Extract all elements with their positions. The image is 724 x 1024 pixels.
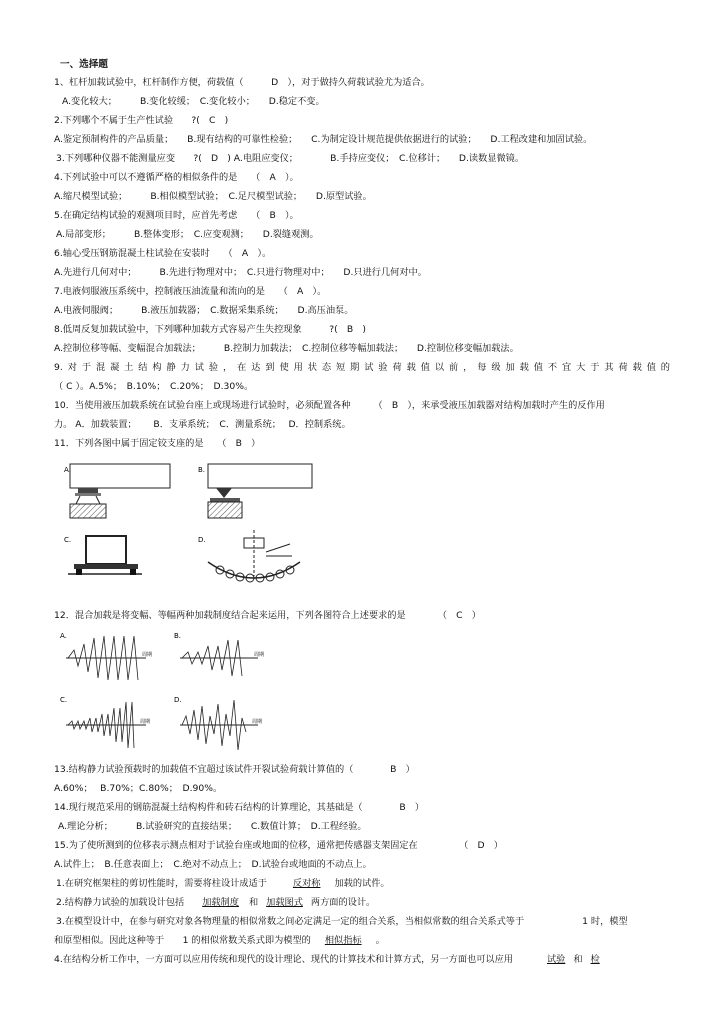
fig12-axis-b: 周期 xyxy=(254,652,265,658)
fill-1 xyxy=(56,878,390,890)
fill-3b-text: 和原型相似。因此这种等于 1 的相似常数关系式即为模型的 xyxy=(54,935,311,946)
fill-3b-end: 。 xyxy=(375,935,385,946)
question-4: 4.下列试验中可以不遵循严格的相似条件的是 （ A ）。 xyxy=(54,172,299,183)
question-6: 6.轴心受压钢筋混凝土柱试验在安装时 （ A ）。 xyxy=(54,248,272,259)
question-10: 10．当使用液压加载系统在试验台座上或现场进行试验时，必须配置各种 （ B ），来承受液压加载器对结构加载时产生的反作用 xyxy=(54,400,605,411)
question-15: 15.为了使所测到的位移表示测点相对于试验台座或地面的位移，通常把传感器支架固定在 （ D ） xyxy=(54,840,503,851)
fill-1-text: 1.在研究框架柱的剪切性能时，需要将柱设计成适于 xyxy=(56,878,267,889)
question-9-options: （ C ）。A.5%； B.10%； C.20%； D.30%。 xyxy=(54,381,254,392)
beam-a xyxy=(70,464,170,488)
fill-2-text: 2.结构静力试验的加载设计包括 xyxy=(56,897,185,908)
question-2-options: A.鉴定预制构件的产品质量； B.现有结构的可靠性检验； C.为制定设计规范提供依据进行的试验； D.工程改建和加固试验。 xyxy=(54,134,593,145)
fig11-label-c: C. xyxy=(64,536,72,544)
question-13-options: A.60%； B.70%；C.80%； D.90%。 xyxy=(54,783,223,794)
section-title: 一、选择题 xyxy=(60,59,108,70)
fig11-label-a: A. xyxy=(64,466,71,474)
fig12-axis-d: 周期 xyxy=(252,719,263,725)
fig12-label-a: A. xyxy=(60,632,67,640)
fill-2-blank-1: 加载制度 xyxy=(202,897,239,908)
fill-3 xyxy=(56,916,628,928)
question-1: 1、杠杆加载试验中，杠杆制作方便，荷载值（ D ），对于做持久荷载试验尤为适合。 xyxy=(54,77,430,88)
question-14-options: A.理论分析； B.试验研究的直接结果； C.数值计算； D.工程经验。 xyxy=(58,821,367,832)
fill-1-blank: 反对称 xyxy=(292,878,321,889)
question-8-options: A.控制位移等幅、变幅混合加载法； B.控制力加载法； C.控制位移等幅加载法； D.控制位移变幅加载法。 xyxy=(54,343,519,354)
fig12-label-d: D. xyxy=(174,696,182,704)
hinge-b xyxy=(216,488,232,498)
question-3: 3.下列哪种仪器不能测量应变 ?( D ) A.电阻应变仪； B.手持应变仪； C.位移计； D.读数显微镜。 xyxy=(56,153,525,164)
fill-2-and: 和 xyxy=(248,897,259,908)
question-11: 11．下列各图中属于固定铰支座的是 （ B ） xyxy=(54,438,261,449)
fig12-axis-c: 周期 xyxy=(140,719,151,725)
fill-1-end: 加载的试件。 xyxy=(334,878,390,889)
fill-3-continued xyxy=(54,935,385,947)
fig11-label-d: D. xyxy=(198,536,206,544)
question-14: 14.现行规范采用的钢筋混凝土结构构件和砖石结构的计算理论，其基础是（ B ） xyxy=(54,802,425,813)
question-12: 12．混合加载是将变幅、等幅两种加载制度结合起来运用，下列各图符合上述要求的是 （ C ） xyxy=(54,610,481,621)
fill-2-blank-2: 加载图式 xyxy=(266,897,303,908)
fill-3-text: 3.在模型设计中，在参与研究对象各物理量的相似常数之间必定满足一定的组合关系，当相似常数的组合关系式等于 xyxy=(56,916,525,927)
question-7-options: A.电液伺服阀； B.液压加载器； C.数据采集系统； D.高压油泵。 xyxy=(54,305,354,316)
fill-4-and: 和 xyxy=(573,954,583,965)
fill-2 xyxy=(56,897,375,909)
bearing-plate-a xyxy=(78,488,98,493)
beam-b xyxy=(208,464,312,488)
question-7: 7.电液伺服液压系统中，控制液压油流量和流向的是 （ A ）。 xyxy=(54,286,327,297)
fig12-label-b: B. xyxy=(174,632,182,640)
loading-history-figures xyxy=(58,630,268,760)
fill-4-blank-1: 试验 xyxy=(546,954,566,965)
fill-3-end: 1 时，模型 xyxy=(582,916,628,927)
question-6-options: A.先进行几何对中； B.先进行物理对中； C.只进行物理对中； D.只进行几何对中。 xyxy=(54,267,427,278)
question-10-options: 力。 A．加载装置； B．支承系统； C．测量系统； D．控制系统。 xyxy=(54,419,351,430)
question-13: 13.结构静力试验预载时的加载值不宜超过该试件开裂试验荷载计算值的（ B ） xyxy=(54,764,415,775)
question-1-options: A.变化较大； B.变化较缓； C.变化较小； D.稳定不变。 xyxy=(62,96,325,107)
question-15-options: A.试件上； B.任意表面上； C.绝对不动点上； D.试验台或地面的不动点上。 xyxy=(54,859,372,870)
support-figures xyxy=(58,458,318,593)
fill-4-blank-2: 检 xyxy=(590,954,600,965)
frame-c xyxy=(86,536,126,564)
fig11-label-b: B. xyxy=(198,466,206,474)
fill-4 xyxy=(54,954,600,966)
question-8: 8.低周反复加载试验中，下列哪种加载方式容易产生失控现象 ?( B ) xyxy=(54,324,366,335)
fig12-label-c: C. xyxy=(60,696,68,704)
question-9: 9.对于混凝土结构静力试验，在达到使用状态短期试验荷载值以前，每级加载值不宜大于其荷载值的 xyxy=(54,362,670,373)
question-2: 2.下列哪个不属于生产性试验 ?( C ) xyxy=(54,115,229,126)
pier-b xyxy=(208,502,242,518)
fill-3-blank: 相似指标 xyxy=(324,935,362,946)
fill-4-text: 4.在结构分析工作中，一方面可以应用传统和现代的设计理论、现代的计算技术和计算方式，另一方面也可以应用 xyxy=(54,954,513,965)
question-5-options: A.局部变形； B.整体变形； C.应变观测； D.裂缝观测。 xyxy=(56,229,319,240)
question-4-options: A.缩尺模型试验； B.相似模型试验； C.足尺模型试验； D.原型试验。 xyxy=(54,191,372,202)
fill-2-end: 两方面的设计。 xyxy=(310,897,376,908)
fig12-axis-a: 周期 xyxy=(142,652,153,658)
question-5: 5.在确定结构试验的观测项目时，应首先考虑 （ B ）。 xyxy=(54,210,299,221)
pier-a xyxy=(70,504,106,518)
